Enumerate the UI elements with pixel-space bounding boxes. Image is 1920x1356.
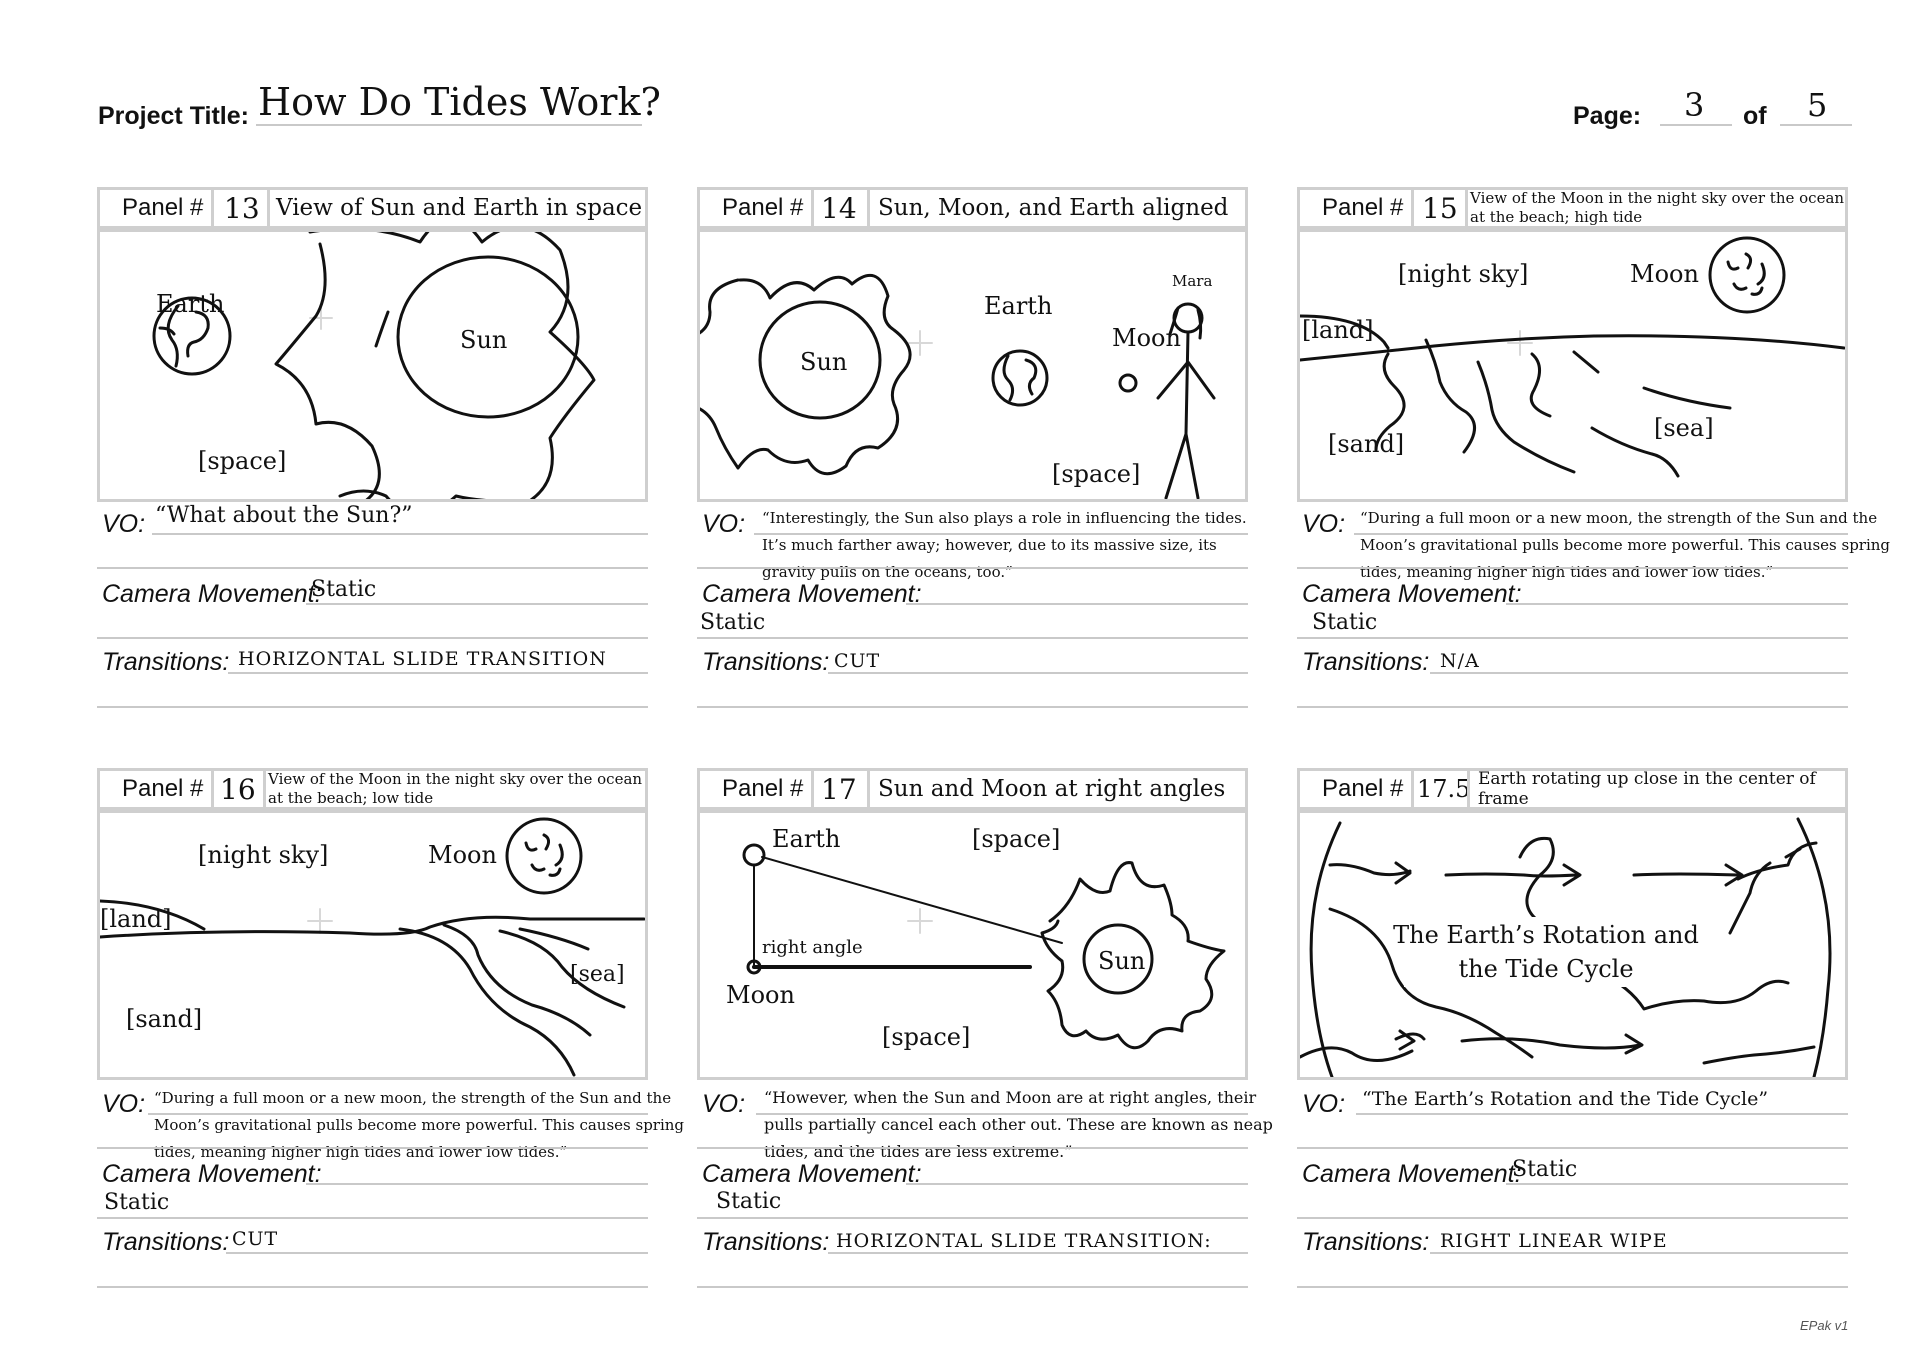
vo-line-1: “During a full moon or a new moon, the strength of the Sun and the [154,1089,672,1107]
camera-underline [306,1183,648,1185]
moon-caption: Moon [1112,324,1181,352]
space-caption: [space] [1052,460,1141,488]
vo-underline [152,533,648,535]
frame-title-line-2: the Tide Cycle [1458,955,1634,983]
page-current: 3 [1684,86,1705,124]
earth-icon [744,845,764,865]
transition-underline [228,672,648,674]
vo-underline [1356,1113,1848,1115]
panel-description [1470,190,1844,226]
vo-text: “What about the Sun?” [155,503,413,528]
description-line-1: View of the Moon in the night sky over the ocean [1470,189,1845,207]
divider [97,1286,648,1288]
divider [697,637,1248,639]
panel-number-label: Panel # [1322,194,1404,221]
vo-line-3: tides, meaning higher high tides and lower low tides.” [1360,563,1774,581]
transition-value: CUT [834,650,881,672]
earth-caption: Earth [984,292,1053,320]
vo-underline [148,1113,648,1115]
divider [97,567,648,569]
moon-icon [1120,375,1136,391]
camera-label: Camera Movement: [102,1160,322,1188]
panel-header [97,768,648,810]
sun-caption: Sun [460,326,508,354]
vo-line-2: It’s much farther away; however, due to its massive size, its [762,536,1217,554]
panel-description [268,771,642,807]
transitions-label: Transitions: [702,1228,830,1256]
vo-line-3: tides, and the tides are less extreme.” [764,1142,1073,1161]
camera-underline [906,603,1248,605]
transitions-label: Transitions: [102,648,230,676]
divider [1297,1286,1848,1288]
space-caption: [space] [198,447,287,475]
moon-icon [1710,238,1784,312]
sun-caption: Sun [1098,947,1146,975]
vo-label: VO: [102,1090,146,1118]
camera-underline [906,1183,1248,1185]
vo-line-2: pulls partially cancel each other out. These are known as neap [764,1115,1273,1134]
camera-underline [306,603,648,605]
panel-description: Sun and Moon at right angles [878,776,1226,802]
panel-header [97,187,648,229]
camera-label: Camera Movement: [1302,1160,1522,1188]
panel-frame [697,229,1248,502]
divider [97,706,648,708]
camera-value: Static [104,1190,170,1215]
panel-number-label: Panel # [722,775,804,802]
space-top-caption: [space] [972,825,1061,853]
camera-label: Camera Movement: [1302,580,1522,608]
earth-caption: Earth [156,290,225,318]
night-sky-caption: [night sky] [1398,260,1529,288]
sea-caption: [sea] [1654,414,1714,442]
earth-caption: Earth [772,825,841,853]
frame-title-line-1: The Earth’s Rotation and [1393,921,1699,949]
moon-caption: Moon [428,841,497,869]
camera-underline [1506,603,1848,605]
vo-label: VO: [1302,1090,1346,1118]
panel-number: 15 [1422,191,1458,225]
vo-underline [756,1113,1248,1115]
sand-caption: [sand] [1328,430,1405,458]
project-title-underline [256,124,642,126]
project-title: How Do Tides Work? [258,80,661,124]
camera-label: Camera Movement: [702,1160,922,1188]
project-title-label: Project Title: [98,102,249,130]
vo-line-2: Moon’s gravitational pulls become more powerful. This causes spring [1360,536,1891,554]
panel-description: Sun, Moon, and Earth aligned [878,195,1229,221]
panel-header [1297,187,1848,229]
divider [1297,637,1848,639]
panel-description: View of Sun and Earth in space [276,195,643,221]
camera-value: Static [1512,1157,1578,1182]
land-caption: [land] [1302,316,1374,344]
description-line-2: at the beach; low tide [268,789,434,807]
panel-number-label: Panel # [722,194,804,221]
panel-number-label: Panel # [122,194,204,221]
transition-value: CUT [232,1228,279,1250]
panel-header [697,768,1248,810]
space-bottom-caption: [space] [882,1023,971,1051]
camera-value: Static [716,1189,782,1214]
panel-frame [1297,229,1848,502]
page-label: Page: [1573,102,1642,130]
page-current-underline [1660,124,1732,126]
panel-number-label: Panel # [122,775,204,802]
of-label: of [1743,102,1767,130]
camera-value: Static [311,577,377,602]
panel-number: 17.5 [1417,775,1471,803]
sun-caption: Sun [800,348,848,376]
moon-caption: Moon [726,981,795,1009]
transitions-label: Transitions: [1302,1228,1430,1256]
divider [697,706,1248,708]
moon-caption: Moon [1630,260,1699,288]
vo-line-1: “Interestingly, the Sun also plays a role in influencing the tides. [762,509,1247,527]
vo-line-1: “During a full moon or a new moon, the strength of the Sun and the [1360,509,1878,527]
divider [1297,706,1848,708]
divider [1297,1147,1848,1149]
vo-underline [754,533,1248,535]
panel-frame [97,229,648,502]
mara-caption: Mara [1172,272,1213,290]
vo-line-1: “However, when the Sun and Moon are at right angles, their [764,1088,1257,1107]
panel-description: Earth rotating up close in the center of frame [1478,769,1816,809]
transition-underline [828,1252,1248,1254]
panel-number: 13 [224,191,260,225]
vo-line-2: Moon’s gravitational pulls become more powerful. This causes spring [154,1116,685,1134]
right-angle-caption: right angle [762,937,863,958]
transitions-label: Transitions: [702,648,830,676]
divider [97,1217,648,1219]
divider [97,1147,648,1149]
description-line-1: View of the Moon in the night sky over the ocean [268,770,643,788]
vo-line-3: gravity pulls on the oceans, too.” [762,563,1013,581]
camera-underline [1506,1183,1848,1185]
camera-value: Static [700,610,766,635]
description-line-2: at the beach; high tide [1470,208,1643,226]
camera-label: Camera Movement: [702,580,922,608]
vo-label: VO: [702,510,746,538]
divider [697,1217,1248,1219]
version-footer: EPak v1 [1800,1318,1849,1333]
transition-value: HORIZONTAL SLIDE TRANSITION [238,648,607,670]
panel-number-label: Panel # [1322,775,1404,802]
panel-header [1297,768,1848,810]
vo-label: VO: [1302,510,1346,538]
panel-number: 14 [821,191,857,225]
vo-line-3: tides, meaning higher high tides and lower low tides.” [154,1143,568,1161]
panel-header [697,187,1248,229]
transition-value: HORIZONTAL SLIDE TRANSITION: [836,1230,1212,1252]
panel-number: 17 [821,772,857,806]
panel-frame [97,810,648,1080]
divider [697,1147,1248,1149]
transitions-label: Transitions: [1302,648,1430,676]
land-caption: [land] [100,905,172,933]
night-sky-caption: [night sky] [198,841,329,869]
earth-icon [993,351,1047,405]
camera-label: Camera Movement: [102,580,322,608]
transition-underline [226,1252,648,1254]
vo-label: VO: [102,510,146,538]
camera-value: Static [1312,610,1378,635]
divider [1297,1217,1848,1219]
vo-label: VO: [702,1090,746,1118]
transition-underline [1430,672,1848,674]
moon-icon [507,819,581,893]
sea-caption: [sea] [570,962,625,987]
page-total: 5 [1807,86,1828,124]
transition-value: RIGHT LINEAR WIPE [1440,1230,1668,1252]
divider [697,1286,1248,1288]
panel-frame [697,810,1248,1080]
vo-underline [1354,533,1848,535]
panel-frame [1297,810,1848,1080]
sand-caption: [sand] [126,1005,203,1033]
divider [97,637,648,639]
divider [1297,567,1848,569]
sun-icon [276,232,594,499]
transition-value: N/A [1440,650,1480,672]
transition-underline [828,672,1248,674]
transitions-label: Transitions: [102,1228,230,1256]
vo-text: “The Earth’s Rotation and the Tide Cycle” [1362,1088,1769,1110]
page-total-underline [1780,124,1852,126]
panel-number: 16 [220,772,256,806]
divider [697,567,1248,569]
transition-underline [1430,1252,1848,1254]
